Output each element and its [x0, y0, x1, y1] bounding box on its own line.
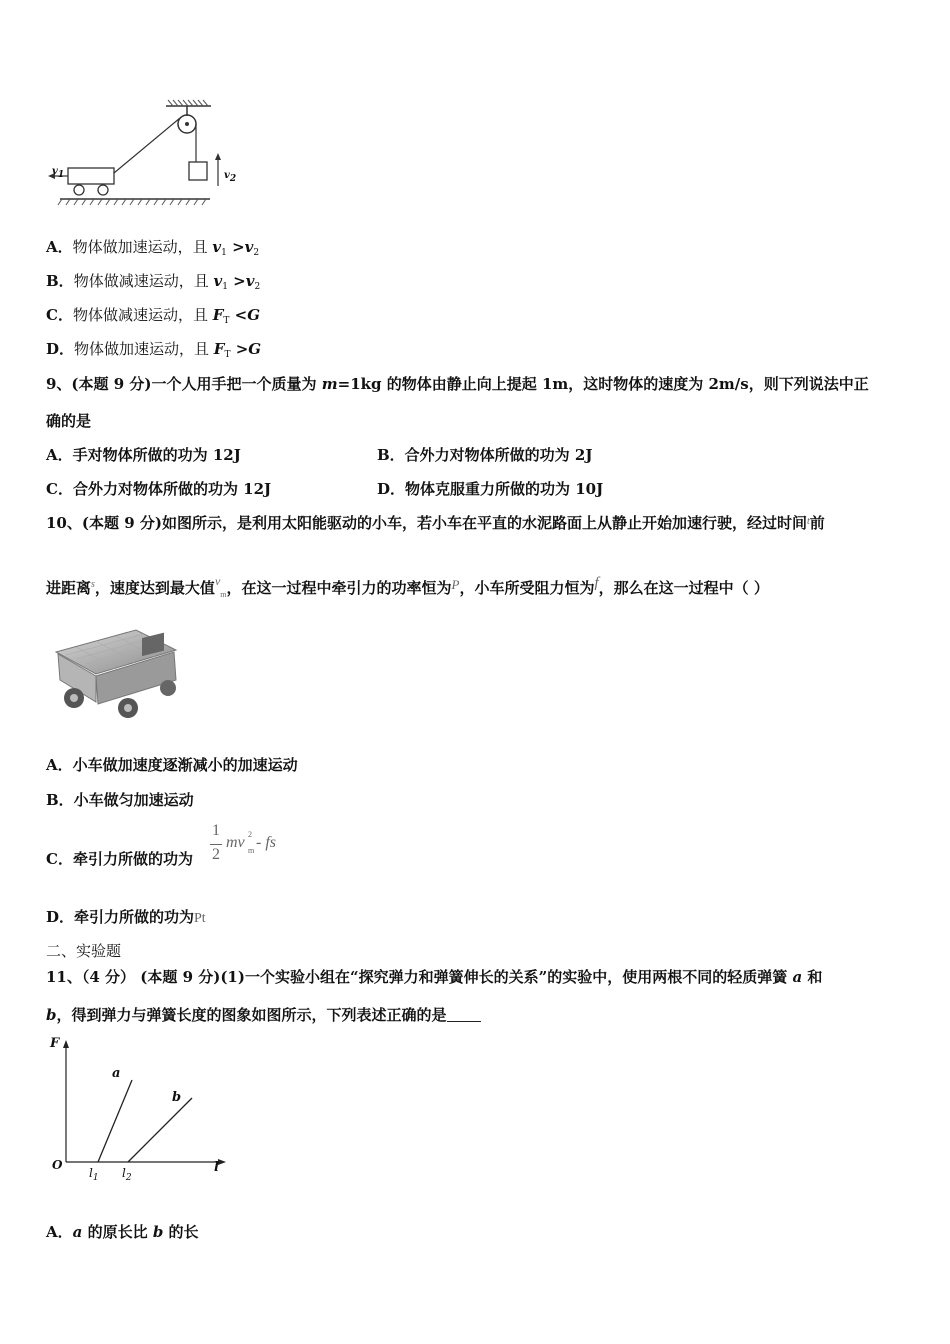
q8-option-d: D．物体做加速运动，且 $F_T >G$: [46, 340, 262, 360]
graph-line-b-label: b: [172, 1090, 182, 1105]
v2-label: $v_2$: [224, 170, 237, 184]
answer-blank: [447, 1007, 481, 1022]
graph-l2-label: $l_2$: [122, 1166, 132, 1183]
graph-l1-label: $l_1$: [89, 1166, 99, 1183]
section-heading: 二、实验题: [46, 942, 122, 960]
q10-option-c: C．牵引力所做的功为: [46, 850, 193, 868]
q9-option-b: B．合外力对物体所做的功为 2J: [377, 446, 593, 464]
q11-stem-line1: 11、（4 分） (本题 9 分)(1)一个实验小组在“探究弹力和弹簧伸长的关系”的实验中，使用两根不同的轻质弹簧 a 和: [46, 968, 823, 986]
line-b: [128, 1098, 192, 1162]
q10-stem-line1: 10、(本题 9 分)如图所示，是利用太阳能驱动的小车，若小车在平直的水泥路面上从静止开始加速行驶，经过时间$^t$前: [46, 514, 825, 532]
q9-stem-line2: 确的是: [46, 412, 92, 430]
graph-origin: O: [52, 1158, 63, 1172]
q8-option-b: B．物体做减速运动，且 $v_1 >v_2$: [46, 272, 261, 292]
q11-stem-line2: b，得到弹力与弹簧长度的图象如图所示，下列表述正确的是: [46, 1004, 481, 1025]
q9-stem-line1: 9、(本题 9 分)一个人用手把一个质量为 m=1kg 的物体由静止向上提起 1m，这时物体的速度为 2m/s，则下列说法中正: [46, 375, 869, 393]
solar-car-image: [46, 622, 186, 722]
q10-option-b: B．小车做匀加速运动: [46, 791, 194, 809]
q8-option-a: A．物体做加速运动，且 $v_1 >v_2$: [46, 238, 260, 258]
q10-option-d: D．牵引力所做的功为Pt: [46, 908, 206, 926]
q9-option-a: A．手对物体所做的功为 12J: [46, 446, 241, 464]
q9-option-c: C．合外力对物体所做的功为 12J: [46, 480, 272, 498]
q11-option-a: A．a 的原长比 b 的长: [46, 1223, 199, 1241]
spring-force-graph: [46, 1036, 236, 1184]
v1-label: $v_1$: [52, 166, 65, 180]
q9-option-d: D．物体克服重力所做的功为 10J: [377, 480, 604, 498]
graph-line-a-label: a: [112, 1066, 121, 1081]
pulley-cart-figure: [46, 98, 246, 210]
q10-stem-line2: 进距离$^s$，速度达到最大值$^v_m$，在这一过程中牵引力的功率恒为P，小车所受阻力恒为f，那么在这一过程中（ ）: [46, 574, 769, 599]
graph-y-label: F: [50, 1036, 60, 1051]
line-a: [98, 1080, 132, 1162]
graph-x-label: l: [214, 1160, 219, 1175]
q8-option-c: C．物体做减速运动，且 $F_T <G$: [46, 306, 261, 326]
q10-option-a: A．小车做加速度逐渐减小的加速运动: [46, 756, 298, 774]
